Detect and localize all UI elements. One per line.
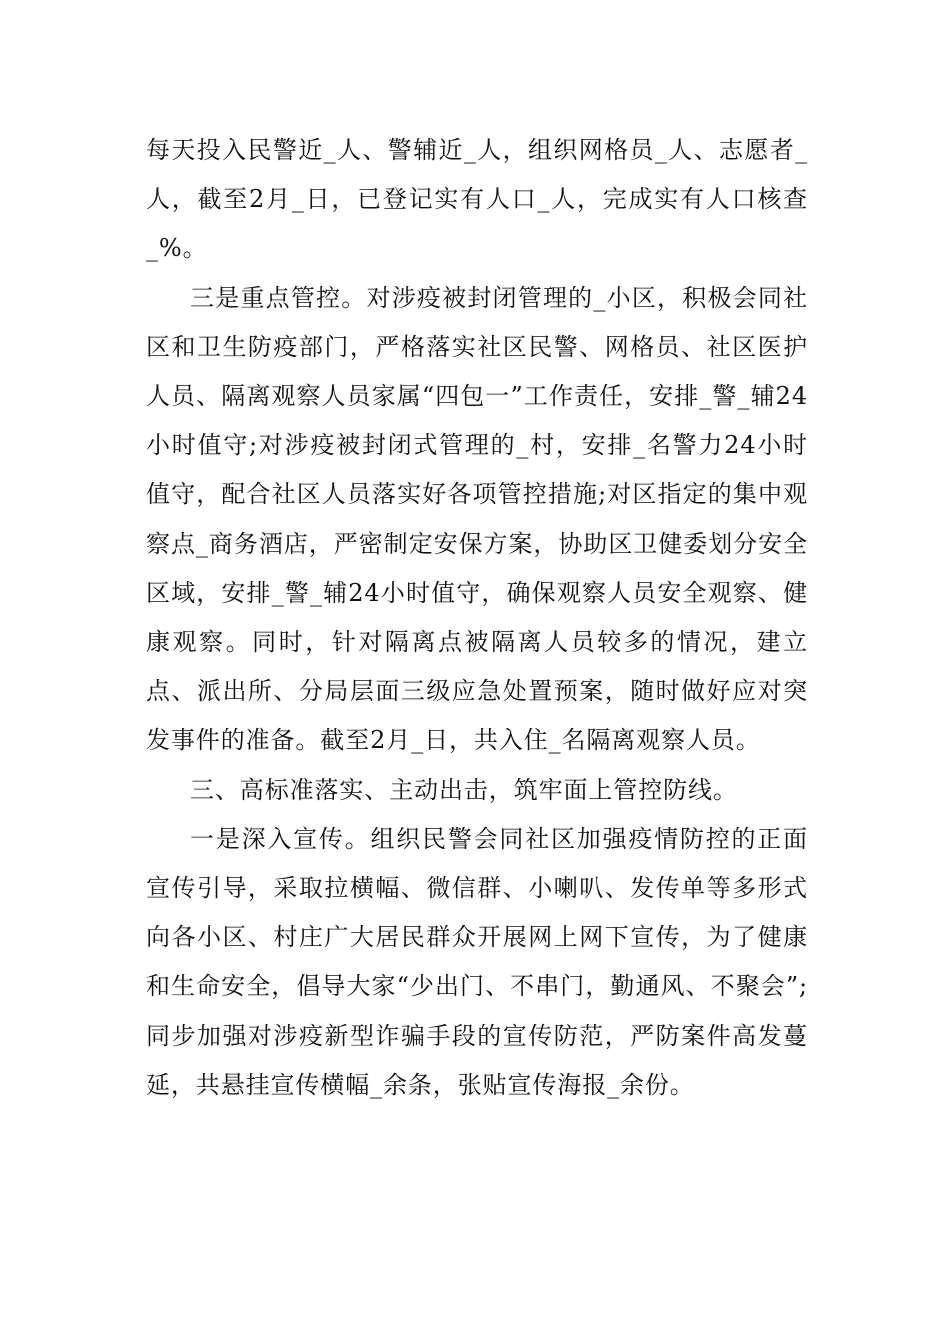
paragraph-key-control: 三是重点管控。对涉疫被封闭管理的_小区，积极会同社区和卫生防疫部门，严格落实社区民警、网格员、社区医护人员、隔离观察人员家属“四包一”工作责任，安排_警_辅24小时值守;对涉疫被封闭式管理的_村，安排_名警力24小时值守，配合社区人员落实好各项管控措施;对区指定的集中观察点_商务酒店，严密制定安保方案，协助区卫健委划分安全区域，安排_警_辅24小时值守，确保观察人员安全观察、健康观察。同时，针对隔离点被隔离人员较多的情况，建立点、派出所、分局层面三级应急处置预案，随时做好应对突发事件的准备。截至2月_日，共入住_名隔离观察人员。	[146, 283, 808, 755]
paragraph-staffing: 每天投入民警近_人、警辅近_人，组织网格员_人、志愿者_人，截至2月_日，已登记实有人口_人，完成实有人口核查_%。	[146, 136, 808, 263]
paragraph-publicity: 一是深入宣传。组织民警会同社区加强疫情防控的正面宣传引导，采取拉横幅、微信群、小喇叭、发传单等多形式向各小区、村庄广大居民群众开展网上网下宣传，为了健康和生命安全，倡导大家“少出门、不串门，勤通风、不聚会”;同步加强对涉疫新型诈骗手段的宣传防范，严防案件高发蔓延，共悬挂宣传横幅_余条，张贴宣传海报_余份。	[146, 824, 808, 1099]
section-heading-3: 三、高标准落实、主动出击，筑牢面上管控防线。	[190, 775, 738, 804]
document-body	[146, 126, 808, 1110]
